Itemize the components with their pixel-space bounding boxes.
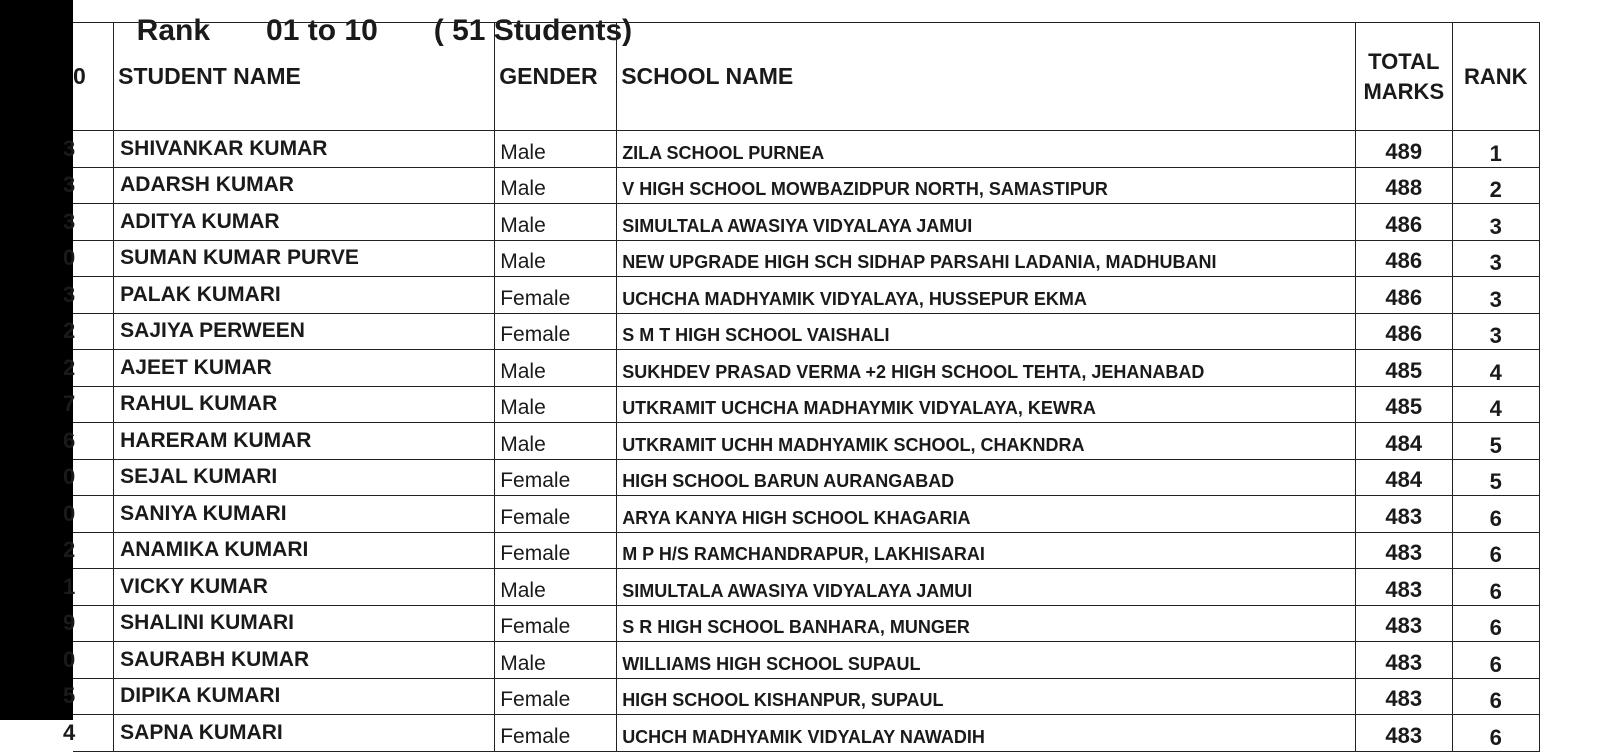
- gender-cell: Female: [495, 313, 617, 350]
- rank-cell: 4: [1452, 350, 1539, 387]
- student-name-cell: ADITYA KUMAR: [114, 204, 495, 241]
- sl-cell: 7: [73, 386, 114, 423]
- sl-cell: 3: [73, 131, 114, 168]
- total-marks-cell: 483: [1356, 532, 1453, 569]
- page-heading: [120, 0, 688, 47]
- rank-cell: 6: [1452, 496, 1539, 533]
- school-name-cell: ZILA SCHOOL PURNEA: [617, 131, 1356, 168]
- total-marks-cell: 486: [1356, 277, 1453, 314]
- rank-cell: 4: [1452, 386, 1539, 423]
- sl-cell: 5: [73, 678, 114, 715]
- sl-cell: 9: [73, 605, 114, 642]
- sl-cell: 0: [73, 496, 114, 533]
- school-name-cell: WILLIAMS HIGH SCHOOL SUPAUL: [617, 642, 1356, 679]
- rank-cell: 5: [1452, 423, 1539, 460]
- gender-cell: Male: [495, 131, 617, 168]
- results-table-container: [63, 22, 1541, 750]
- rank-column-header: RANK: [1452, 23, 1539, 131]
- heading-rank-range: 01 to 10: [266, 14, 378, 47]
- rank-cell: 5: [1452, 459, 1539, 496]
- table-row: [73, 350, 1540, 387]
- table-row: [73, 131, 1540, 168]
- student-name-cell: ADARSH KUMAR: [114, 167, 495, 204]
- school-name-cell: M P H/S RAMCHANDRAPUR, LAKHISARAI: [617, 532, 1356, 569]
- table-row: [73, 277, 1540, 314]
- table-row: [73, 642, 1540, 679]
- gender-cell: Male: [495, 350, 617, 387]
- gender-cell: Female: [495, 605, 617, 642]
- total-marks-header-line2: MARKS: [1363, 78, 1445, 104]
- gender-cell: Female: [495, 277, 617, 314]
- sl-cell: 0: [73, 642, 114, 679]
- gender-cell: Female: [495, 532, 617, 569]
- school-name-cell: UTKRAMIT UCHH MADHYAMIK SCHOOL, CHAKNDRA: [617, 423, 1356, 460]
- gender-cell: Male: [495, 642, 617, 679]
- table-row: [73, 496, 1540, 533]
- student-name-cell: SUMAN KUMAR PURVE: [114, 240, 495, 277]
- rank-cell: 1: [1452, 131, 1539, 168]
- school-name-cell: V HIGH SCHOOL MOWBAZIDPUR NORTH, SAMASTIPUR: [617, 167, 1356, 204]
- table-row: [73, 605, 1540, 642]
- results-table: [63, 22, 1540, 752]
- rank-cell: 6: [1452, 678, 1539, 715]
- table-header-row: [73, 23, 1540, 131]
- table-row: [73, 167, 1540, 204]
- school-name-cell: UCHCH MADHYAMIK VIDYALAY NAWADIH: [617, 715, 1356, 752]
- table-row: [73, 240, 1540, 277]
- sl-cell: 2: [73, 532, 114, 569]
- student-name-cell: DIPIKA KUMARI: [114, 678, 495, 715]
- school-name-cell: UTKRAMIT UCHCHA MADHAYMIK VIDYALAYA, KEWRA: [617, 386, 1356, 423]
- gender-cell: Female: [495, 459, 617, 496]
- gender-cell: Male: [495, 569, 617, 606]
- rank-cell: 6: [1452, 569, 1539, 606]
- total-marks-cell: 483: [1356, 642, 1453, 679]
- student-name-cell: PALAK KUMARI: [114, 277, 495, 314]
- rank-cell: 6: [1452, 605, 1539, 642]
- student-name-cell: ANAMIKA KUMARI: [114, 532, 495, 569]
- student-name-cell: RAHUL KUMAR: [114, 386, 495, 423]
- gender-cell: Female: [495, 715, 617, 752]
- sl-cell: 6: [73, 423, 114, 460]
- table-row: [73, 532, 1540, 569]
- rank-cell: 6: [1452, 642, 1539, 679]
- rank-cell: 6: [1452, 715, 1539, 752]
- total-marks-cell: 484: [1356, 423, 1453, 460]
- sl-cell: 2: [73, 313, 114, 350]
- school-name-cell: S M T HIGH SCHOOL VAISHALI: [617, 313, 1356, 350]
- heading-rank-label: Rank: [136, 14, 211, 47]
- total-marks-header-line1: TOTAL: [1368, 48, 1440, 74]
- table-row: [73, 204, 1540, 241]
- school-name-cell: SIMULTALA AWASIYA VIDYALAYA JAMUI: [617, 204, 1356, 241]
- gender-cell: Female: [495, 496, 617, 533]
- sl-cell: 3: [73, 277, 114, 314]
- school-name-cell: HIGH SCHOOL BARUN AURANGABAD: [617, 459, 1356, 496]
- student-name-cell: SAPNA KUMARI: [114, 715, 495, 752]
- sl-cell: 0: [73, 459, 114, 496]
- school-name-cell: HIGH SCHOOL KISHANPUR, SUPAUL: [617, 678, 1356, 715]
- total-marks-cell: 483: [1356, 569, 1453, 606]
- student-name-cell: SHALINI KUMARI: [114, 605, 495, 642]
- school-name-cell: ARYA KANYA HIGH SCHOOL KHAGARIA: [617, 496, 1356, 533]
- student-name-cell: SAJIYA PERWEEN: [114, 313, 495, 350]
- school-name-cell: NEW UPGRADE HIGH SCH SIDHAP PARSAHI LADANIA, MADHUBANI: [617, 240, 1356, 277]
- gender-cell: Male: [495, 386, 617, 423]
- total-marks-cell: 489: [1356, 131, 1453, 168]
- total-marks-cell: 486: [1356, 313, 1453, 350]
- student-name-cell: HARERAM KUMAR: [114, 423, 495, 460]
- student-name-cell: SAURABH KUMAR: [114, 642, 495, 679]
- total-marks-cell: 485: [1356, 386, 1453, 423]
- gender-cell: Male: [495, 167, 617, 204]
- rank-cell: 3: [1452, 277, 1539, 314]
- table-row: [73, 459, 1540, 496]
- student-name-cell: AJEET KUMAR: [114, 350, 495, 387]
- rank-cell: 3: [1452, 313, 1539, 350]
- table-row: [73, 715, 1540, 752]
- table-row: [73, 386, 1540, 423]
- sl-cell: 3: [73, 167, 114, 204]
- gender-cell: Male: [495, 240, 617, 277]
- table-row: [73, 678, 1540, 715]
- sl-cell: 3: [73, 204, 114, 241]
- rank-cell: 6: [1452, 532, 1539, 569]
- sl-cell: 0: [73, 240, 114, 277]
- student-name-column-header: STUDENT NAME: [114, 23, 495, 131]
- total-marks-cell: 483: [1356, 715, 1453, 752]
- table-row: [73, 423, 1540, 460]
- sl-cell: 2: [73, 350, 114, 387]
- sl-column-header: 0: [73, 23, 114, 131]
- total-marks-cell: 483: [1356, 605, 1453, 642]
- school-name-column-header: SCHOOL NAME: [617, 23, 1356, 131]
- gender-column-header: GENDER: [495, 23, 617, 131]
- sl-cell: 1: [73, 569, 114, 606]
- rank-cell: 2: [1452, 167, 1539, 204]
- table-row: [73, 569, 1540, 606]
- student-name-cell: SEJAL KUMARI: [114, 459, 495, 496]
- gender-cell: Female: [495, 678, 617, 715]
- school-name-cell: SUKHDEV PRASAD VERMA +2 HIGH SCHOOL TEHTA, JEHANABAD: [617, 350, 1356, 387]
- sl-cell: 4: [73, 715, 114, 752]
- total-marks-cell: 483: [1356, 496, 1453, 533]
- rank-cell: 3: [1452, 204, 1539, 241]
- total-marks-column-header: [1356, 23, 1453, 131]
- rank-cell: 3: [1452, 240, 1539, 277]
- student-name-cell: SHIVANKAR KUMAR: [114, 131, 495, 168]
- total-marks-cell: 486: [1356, 204, 1453, 241]
- table-row: [73, 313, 1540, 350]
- total-marks-cell: 483: [1356, 678, 1453, 715]
- total-marks-cell: 486: [1356, 240, 1453, 277]
- total-marks-cell: 484: [1356, 459, 1453, 496]
- total-marks-cell: 485: [1356, 350, 1453, 387]
- table-body: [63, 131, 1540, 752]
- school-name-cell: S R HIGH SCHOOL BANHARA, MUNGER: [617, 605, 1356, 642]
- school-name-cell: SIMULTALA AWASIYA VIDYALAYA JAMUI: [617, 569, 1356, 606]
- school-name-cell: UCHCHA MADHYAMIK VIDYALAYA, HUSSEPUR EKMA: [617, 277, 1356, 314]
- heading-student-count: ( 51 Students): [433, 14, 633, 47]
- gender-cell: Male: [495, 204, 617, 241]
- student-name-cell: VICKY KUMAR: [114, 569, 495, 606]
- total-marks-cell: 488: [1356, 167, 1453, 204]
- student-name-cell: SANIYA KUMARI: [114, 496, 495, 533]
- gender-cell: Male: [495, 423, 617, 460]
